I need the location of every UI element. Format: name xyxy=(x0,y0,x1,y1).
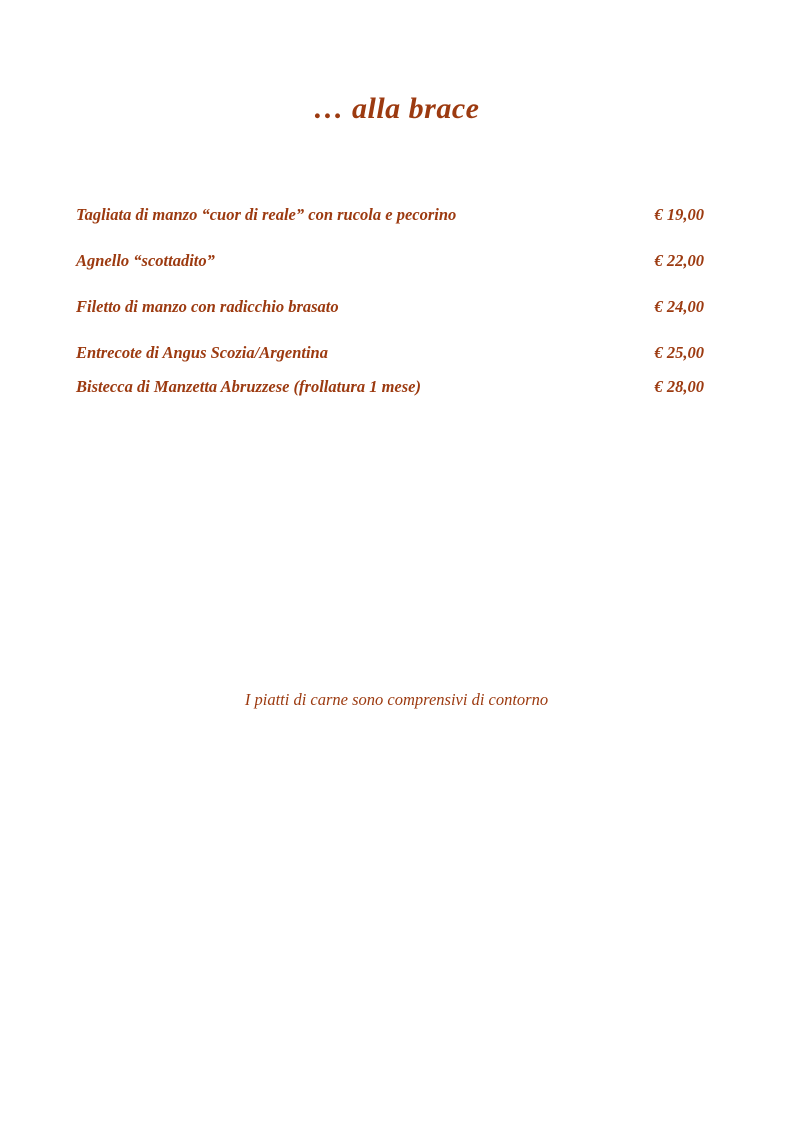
menu-item-name: Filetto di manzo con radicchio brasato xyxy=(76,297,339,316)
menu-footnote: I piatti di carne sono comprensivi di contorno xyxy=(244,690,549,709)
menu-item-name: Bistecca di Manzetta Abruzzese (frollatura 1 mese) xyxy=(76,377,421,396)
menu-item-price: € 28,00 xyxy=(654,377,704,396)
menu-item-name: Agnello “scottadito” xyxy=(76,251,215,270)
menu-item-price: € 19,00 xyxy=(654,205,704,224)
menu-item-price: € 25,00 xyxy=(654,343,704,362)
menu-item-row xyxy=(76,251,704,271)
menu-item-row xyxy=(76,205,704,225)
menu-item-name: Tagliata di manzo “cuor di reale” con rucola e pecorino xyxy=(76,205,457,224)
menu-item-price: € 24,00 xyxy=(654,297,704,316)
menu-item-name: Entrecote di Angus Scozia/Argentina xyxy=(76,343,328,362)
menu-item-row xyxy=(76,343,704,363)
page-title: … alla brace xyxy=(313,92,480,125)
menu-item-row xyxy=(76,297,704,317)
menu-item-row xyxy=(76,377,704,397)
menu-item-list xyxy=(76,205,704,411)
menu-item-price: € 22,00 xyxy=(654,251,704,270)
